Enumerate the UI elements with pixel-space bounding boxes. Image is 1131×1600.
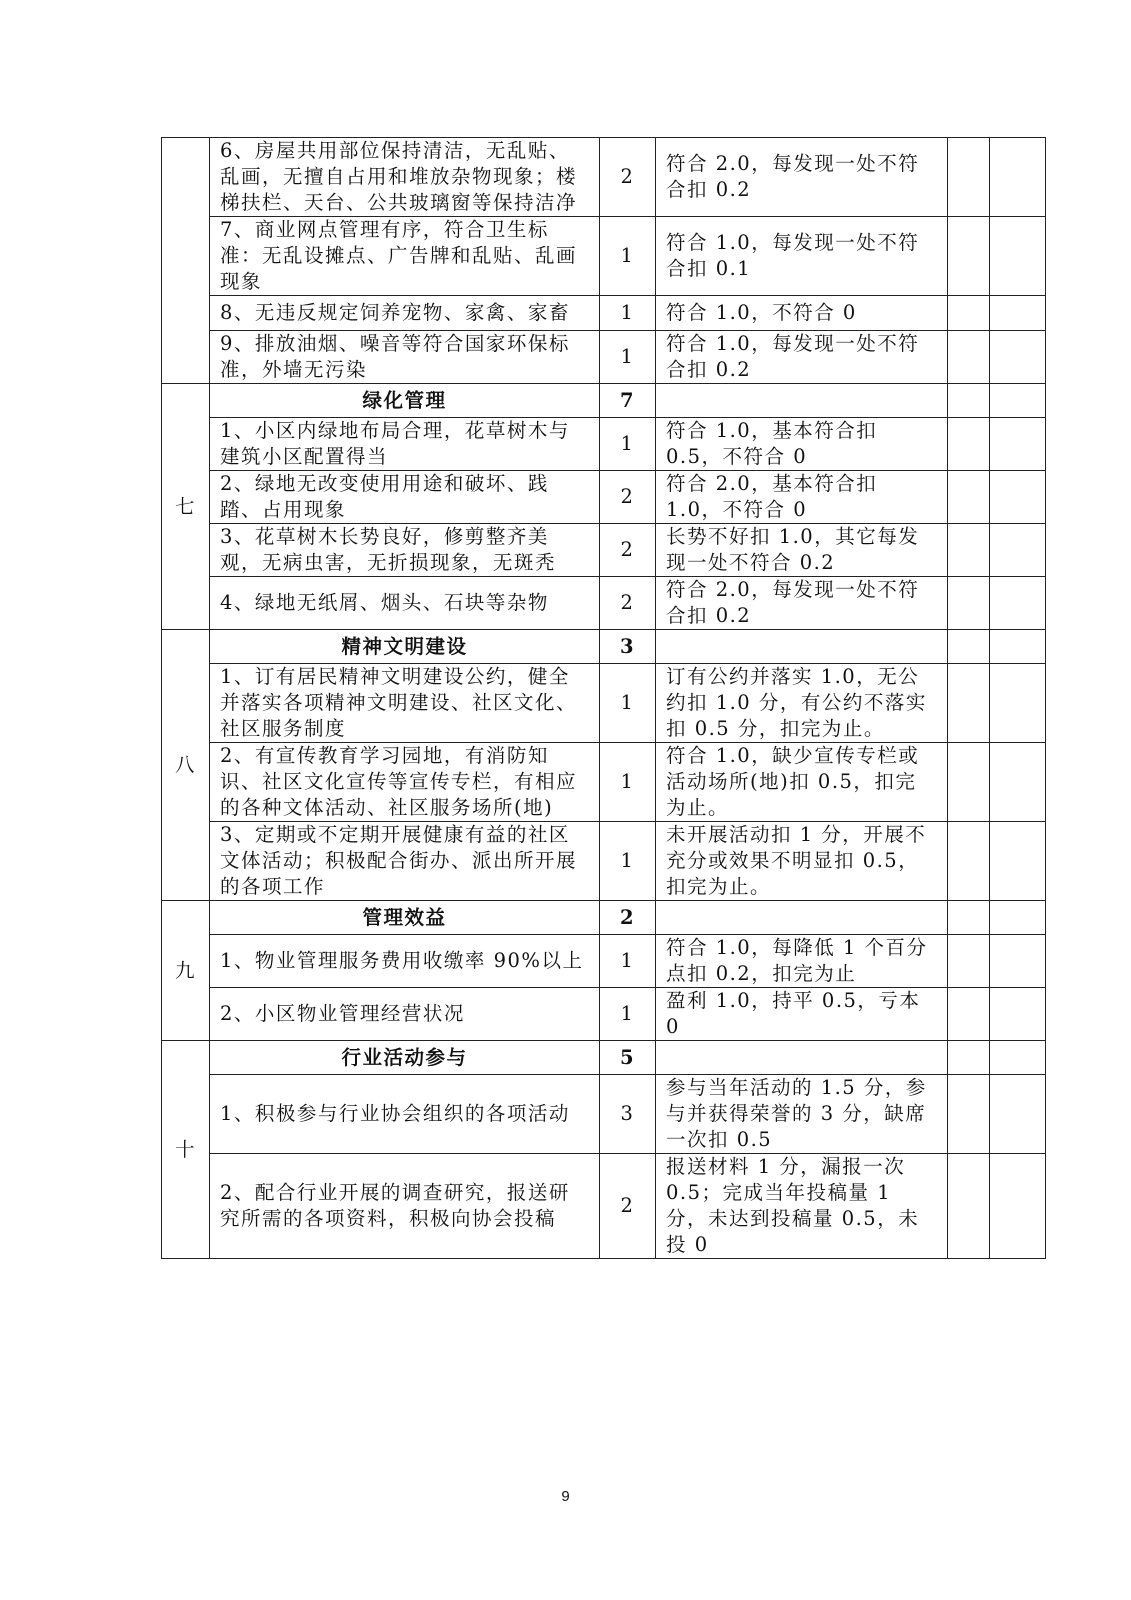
- empty-cell: [948, 331, 990, 384]
- score-cell: 1: [600, 664, 656, 743]
- score-cell: 1: [600, 822, 656, 901]
- empty-cell: [990, 630, 1046, 664]
- empty-cell: [990, 138, 1046, 217]
- section-total: 5: [600, 1041, 656, 1075]
- criteria-cell: 未开展活动扣 1 分，开展不充分或效果不明显扣 0.5，扣完为止。: [656, 822, 948, 901]
- criteria-cell: 符合 2.0，每发现一处不符合扣 0.2: [656, 577, 948, 630]
- criteria-cell: 报送材料 1 分，漏报一次 0.5；完成当年投稿量 1 分，未达到投稿量 0.5，未投 0: [656, 1154, 948, 1259]
- empty-cell: [990, 418, 1046, 471]
- section-label: 九: [162, 901, 210, 1041]
- criteria-cell: 符合 1.0，每降低 1 个百分点扣 0.2，扣完为止: [656, 935, 948, 988]
- section-total: 2: [600, 901, 656, 935]
- empty-cell: [656, 384, 948, 418]
- score-cell: 2: [600, 577, 656, 630]
- table-row: [162, 664, 1046, 743]
- empty-cell: [656, 630, 948, 664]
- item-cell: 1、小区内绿地布局合理，花草树木与建筑小区配置得当: [210, 418, 600, 471]
- empty-cell: [948, 471, 990, 524]
- score-cell: 1: [600, 331, 656, 384]
- empty-cell: [990, 331, 1046, 384]
- empty-cell: [990, 935, 1046, 988]
- empty-cell: [948, 217, 990, 296]
- criteria-cell: 符合 1.0，每发现一处不符合扣 0.2: [656, 331, 948, 384]
- criteria-cell: 长势不好扣 1.0，其它每发现一处不符合 0.2: [656, 524, 948, 577]
- score-cell: 1: [600, 296, 656, 331]
- empty-cell: [948, 1075, 990, 1154]
- criteria-cell: 符合 2.0，基本符合扣 1.0，不符合 0: [656, 471, 948, 524]
- item-cell: 3、花草树木长势良好，修剪整齐美观，无病虫害，无折损现象，无斑秃: [210, 524, 600, 577]
- criteria-cell: 符合 1.0，基本符合扣 0.5，不符合 0: [656, 418, 948, 471]
- section-label: 七: [162, 384, 210, 630]
- score-cell: 2: [600, 138, 656, 217]
- empty-cell: [990, 577, 1046, 630]
- score-cell: 1: [600, 988, 656, 1041]
- score-cell: 1: [600, 743, 656, 822]
- section-title: 绿化管理: [210, 384, 600, 418]
- score-cell: 1: [600, 217, 656, 296]
- empty-cell: [990, 384, 1046, 418]
- section-total: 7: [600, 384, 656, 418]
- criteria-cell: 符合 1.0，不符合 0: [656, 296, 948, 331]
- table-row: [162, 524, 1046, 577]
- table-row: [162, 935, 1046, 988]
- section-label: 十: [162, 1041, 210, 1259]
- criteria-cell: 符合 1.0，每发现一处不符合扣 0.1: [656, 217, 948, 296]
- scoring-table: [161, 137, 1046, 1259]
- item-cell: 2、绿地无改变使用用途和破坏、践踏、占用现象: [210, 471, 600, 524]
- empty-cell: [948, 988, 990, 1041]
- item-cell: 2、有宣传教育学习园地，有消防知识、社区文化宣传等宣传专栏，有相应的各种文体活动、社区服务场所(地): [210, 743, 600, 822]
- score-cell: 2: [600, 471, 656, 524]
- table-row: [162, 988, 1046, 1041]
- empty-cell: [656, 901, 948, 935]
- section-label-cell: [162, 138, 210, 384]
- table-row: [162, 418, 1046, 471]
- section-header-row: [162, 384, 1046, 418]
- empty-cell: [948, 743, 990, 822]
- item-cell: 6、房屋共用部位保持清洁，无乱贴、乱画，无擅自占用和堆放杂物现象；楼梯扶栏、天台、公共玻璃窗等保持洁净: [210, 138, 600, 217]
- table-row: [162, 1154, 1046, 1259]
- empty-cell: [990, 524, 1046, 577]
- score-cell: 2: [600, 1154, 656, 1259]
- table-row: [162, 217, 1046, 296]
- section-title: 精神文明建设: [210, 630, 600, 664]
- empty-cell: [948, 418, 990, 471]
- empty-cell: [990, 664, 1046, 743]
- item-cell: 1、物业管理服务费用收缴率 90%以上: [210, 935, 600, 988]
- empty-cell: [948, 296, 990, 331]
- empty-cell: [990, 1041, 1046, 1075]
- table-row: [162, 577, 1046, 630]
- empty-cell: [948, 630, 990, 664]
- item-cell: 4、绿地无纸屑、烟头、石块等杂物: [210, 577, 600, 630]
- score-cell: 3: [600, 1075, 656, 1154]
- section-header-row: [162, 630, 1046, 664]
- criteria-cell: 参与当年活动的 1.5 分，参与并获得荣誉的 3 分，缺席一次扣 0.5: [656, 1075, 948, 1154]
- empty-cell: [990, 901, 1046, 935]
- empty-cell: [948, 524, 990, 577]
- item-cell: 8、无违反规定饲养宠物、家禽、家畜: [210, 296, 600, 331]
- empty-cell: [656, 1041, 948, 1075]
- empty-cell: [948, 664, 990, 743]
- item-cell: 7、商业网点管理有序，符合卫生标准：无乱设摊点、广告牌和乱贴、乱画现象: [210, 217, 600, 296]
- score-cell: 1: [600, 418, 656, 471]
- empty-cell: [948, 138, 990, 217]
- table-row: [162, 138, 1046, 217]
- empty-cell: [990, 471, 1046, 524]
- section-header-row: [162, 1041, 1046, 1075]
- empty-cell: [948, 1041, 990, 1075]
- empty-cell: [990, 1075, 1046, 1154]
- criteria-cell: 订有公约并落实 1.0，无公约扣 1.0 分，有公约不落实扣 0.5 分，扣完为止。: [656, 664, 948, 743]
- item-cell: 3、定期或不定期开展健康有益的社区文体活动；积极配合街办、派出所开展的各项工作: [210, 822, 600, 901]
- empty-cell: [948, 901, 990, 935]
- empty-cell: [948, 577, 990, 630]
- empty-cell: [948, 935, 990, 988]
- section-total: 3: [600, 630, 656, 664]
- section-header-row: [162, 901, 1046, 935]
- score-cell: 2: [600, 524, 656, 577]
- criteria-cell: 符合 1.0，缺少宣传专栏或活动场所(地)扣 0.5，扣完为止。: [656, 743, 948, 822]
- criteria-cell: 盈利 1.0，持平 0.5，亏本 0: [656, 988, 948, 1041]
- table-row: [162, 296, 1046, 331]
- empty-cell: [990, 822, 1046, 901]
- section-title: 行业活动参与: [210, 1041, 600, 1075]
- item-cell: 2、小区物业管理经营状况: [210, 988, 600, 1041]
- empty-cell: [990, 217, 1046, 296]
- empty-cell: [990, 296, 1046, 331]
- score-cell: 1: [600, 935, 656, 988]
- item-cell: 2、配合行业开展的调查研究，报送研究所需的各项资料，积极向协会投稿: [210, 1154, 600, 1259]
- item-cell: 9、排放油烟、噪音等符合国家环保标准，外墙无污染: [210, 331, 600, 384]
- section-title: 管理效益: [210, 901, 600, 935]
- empty-cell: [948, 1154, 990, 1259]
- empty-cell: [948, 822, 990, 901]
- criteria-cell: 符合 2.0，每发现一处不符合扣 0.2: [656, 138, 948, 217]
- section-label: 八: [162, 630, 210, 901]
- empty-cell: [990, 743, 1046, 822]
- table-row: [162, 1075, 1046, 1154]
- item-cell: 1、积极参与行业协会组织的各项活动: [210, 1075, 600, 1154]
- empty-cell: [948, 384, 990, 418]
- table-row: [162, 331, 1046, 384]
- table-row: [162, 822, 1046, 901]
- table-row: [162, 743, 1046, 822]
- item-cell: 1、订有居民精神文明建设公约，健全并落实各项精神文明建设、社区文化、社区服务制度: [210, 664, 600, 743]
- empty-cell: [990, 988, 1046, 1041]
- page-number: 9: [561, 1488, 570, 1505]
- table-row: [162, 471, 1046, 524]
- empty-cell: [990, 1154, 1046, 1259]
